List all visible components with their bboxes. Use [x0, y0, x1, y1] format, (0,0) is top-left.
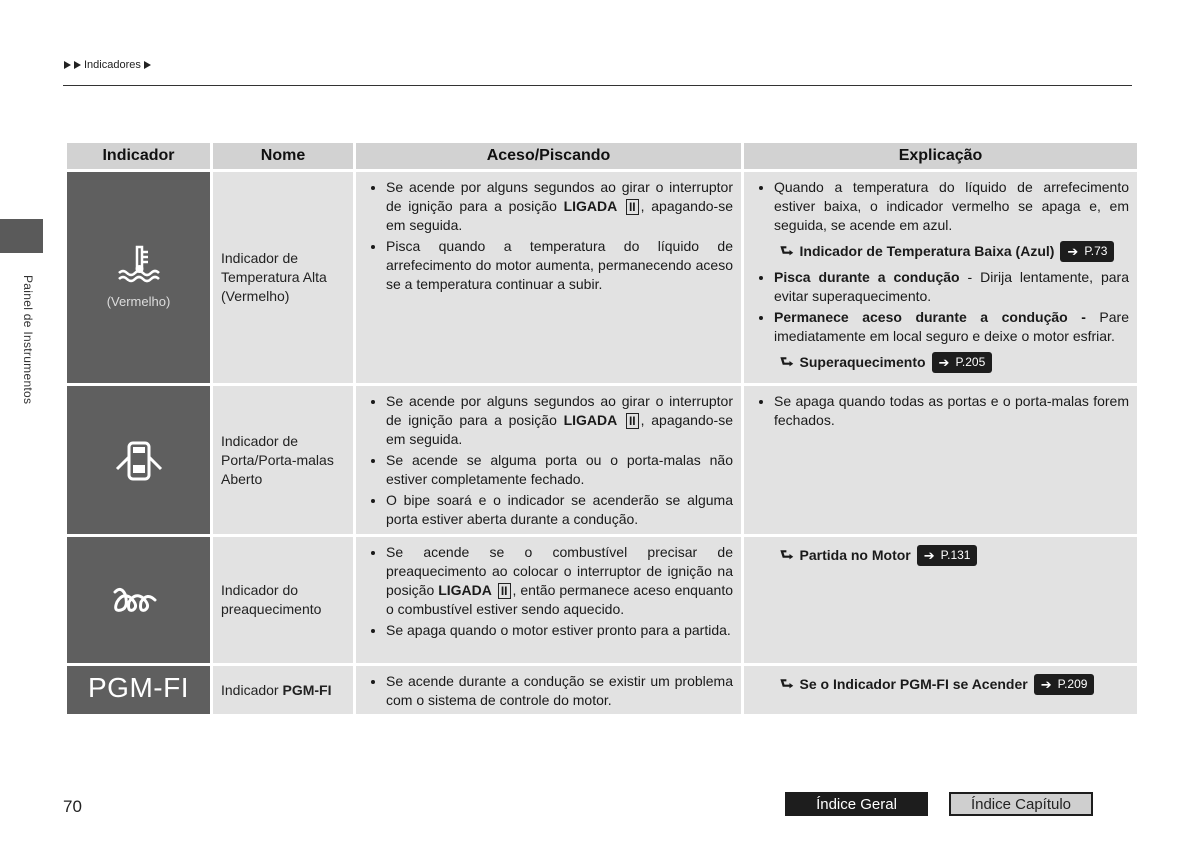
column-header-aceso: Aceso/Piscando	[356, 143, 741, 169]
aceso-item: • Se acende durante a condução se existir um problema com o sistema de controle do motor.	[386, 672, 733, 710]
explicacao-item: • Quando a temperatura do líquido de arrefecimento estiver baixa, o indicador vermelho se apaga e, em seguida, se acende em azul.	[774, 178, 1129, 235]
explicacao-cell	[744, 172, 1137, 383]
indicator-cell	[67, 666, 210, 714]
page-link-label: P.209	[1057, 677, 1088, 691]
indicator-cell	[67, 172, 210, 383]
explicacao-item: • Permanece aceso durante a condução - Pare imediatamente em local seguro e deixe o motor esfriar.	[774, 308, 1129, 346]
aceso-item: • Se acende por alguns segundos ao girar o interruptor de ignição para a posição LIGADA II , apagando-se em seguida.	[386, 392, 733, 449]
coolant-temperature-icon	[111, 244, 167, 284]
aceso-item: • Se acende se o combustível precisar de preaquecimento ao colocar o interruptor de ignição na posição LIGADA II , então permanece aceso enquanto o combustível estiver sendo aquecido.	[386, 543, 733, 619]
page-link-button[interactable]	[1034, 674, 1095, 695]
table-row	[67, 537, 1137, 663]
cross-reference[interactable]	[780, 241, 1129, 262]
table-row	[67, 386, 1137, 534]
cross-reference[interactable]	[780, 545, 1129, 566]
indicator-name: Indicador PGM-FI	[213, 666, 353, 714]
aceso-cell	[356, 172, 741, 383]
header-divider	[63, 85, 1132, 86]
aceso-item: • Se apaga quando o motor estiver pronto para a partida.	[386, 621, 733, 640]
page-link-label: P.73	[1084, 244, 1108, 258]
chevron-right-icon	[74, 61, 81, 69]
explicacao-cell	[744, 537, 1137, 663]
indicator-cell	[67, 537, 210, 663]
reference-arrow-icon: ⮑	[780, 676, 794, 693]
page-link-label: P.131	[940, 548, 971, 562]
reference-title: Superaquecimento	[799, 354, 926, 370]
explicacao-item: • Pisca durante a condução - Dirija lentamente, para evitar superaquecimento.	[774, 268, 1129, 306]
reference-title: Partida no Motor	[799, 547, 911, 563]
column-header-explicacao: Explicação	[744, 143, 1137, 169]
chapter-side-label: Painel de Instrumentos	[21, 275, 35, 405]
ignition-position-icon: II	[498, 583, 511, 599]
aceso-item: • Se acende por alguns segundos ao girar o interruptor de ignição para a posição LIGADA II , apagando-se em seguida.	[386, 178, 733, 235]
explicacao-cell	[744, 386, 1137, 534]
indicator-name: Indicador do preaquecimento	[213, 537, 353, 663]
pgm-fi-icon: PGM-FI	[88, 672, 189, 703]
aceso-item: • Se acende se alguma porta ou o porta-malas não estiver completamente fechado.	[386, 451, 733, 489]
page-link-button[interactable]	[1060, 241, 1114, 262]
breadcrumb-item[interactable]: Indicadores	[84, 59, 141, 71]
page-link-button[interactable]	[917, 545, 978, 566]
page-link-button[interactable]	[932, 352, 993, 373]
door-open-icon	[111, 435, 167, 485]
aceso-cell	[356, 666, 741, 714]
page-link-label: P.205	[955, 355, 986, 369]
ignition-position-icon: II	[626, 413, 639, 429]
indicator-name: Indicador de Temperatura Alta (Vermelho)	[213, 172, 353, 383]
page-number: 70	[63, 797, 82, 816]
indicator-table	[64, 140, 1140, 717]
indicator-name: Indicador de Porta/Porta-malas Aberto	[213, 386, 353, 534]
reference-arrow-icon: ⮑	[780, 354, 794, 371]
chevron-right-icon	[64, 61, 71, 69]
chevron-right-icon	[144, 61, 151, 69]
table-row	[67, 172, 1137, 383]
table-row	[67, 666, 1137, 714]
column-header-nome: Nome	[213, 143, 353, 169]
explicacao-cell	[744, 666, 1137, 714]
aceso-item: • Pisca quando a temperatura do líquido de arrefecimento do motor aumenta, permanecendo aceso se a temperatura continuar a subir.	[386, 237, 733, 294]
reference-title: Se o Indicador PGM-FI se Acender	[799, 676, 1028, 692]
chapter-tab-marker	[0, 219, 43, 253]
arrow-right-icon: ➔	[1040, 677, 1052, 692]
indicator-cell	[67, 386, 210, 534]
reference-arrow-icon: ⮑	[780, 547, 794, 564]
arrow-right-icon: ➔	[938, 355, 950, 370]
cross-reference[interactable]	[780, 674, 1129, 695]
table-header-row	[67, 143, 1137, 169]
indice-geral-button[interactable]: Índice Geral	[785, 792, 928, 816]
reference-title: Indicador de Temperatura Baixa (Azul)	[799, 243, 1055, 259]
aceso-cell	[356, 537, 741, 663]
indicator-color-caption: (Vermelho)	[106, 294, 171, 309]
column-header-indicador: Indicador	[67, 143, 210, 169]
glow-plug-icon	[109, 580, 169, 620]
arrow-right-icon: ➔	[1067, 244, 1079, 259]
explicacao-item: • Se apaga quando todas as portas e o porta-malas forem fechados.	[774, 392, 1129, 430]
ignition-position-icon: II	[626, 199, 639, 215]
cross-reference[interactable]	[780, 352, 1129, 373]
breadcrumb	[64, 59, 151, 71]
indice-capitulo-button[interactable]: Índice Capítulo	[949, 792, 1093, 816]
arrow-right-icon: ➔	[923, 548, 935, 563]
aceso-cell	[356, 386, 741, 534]
reference-arrow-icon: ⮑	[780, 243, 794, 260]
aceso-item: • O bipe soará e o indicador se acenderão se alguma porta estiver aberta durante a condução.	[386, 491, 733, 529]
